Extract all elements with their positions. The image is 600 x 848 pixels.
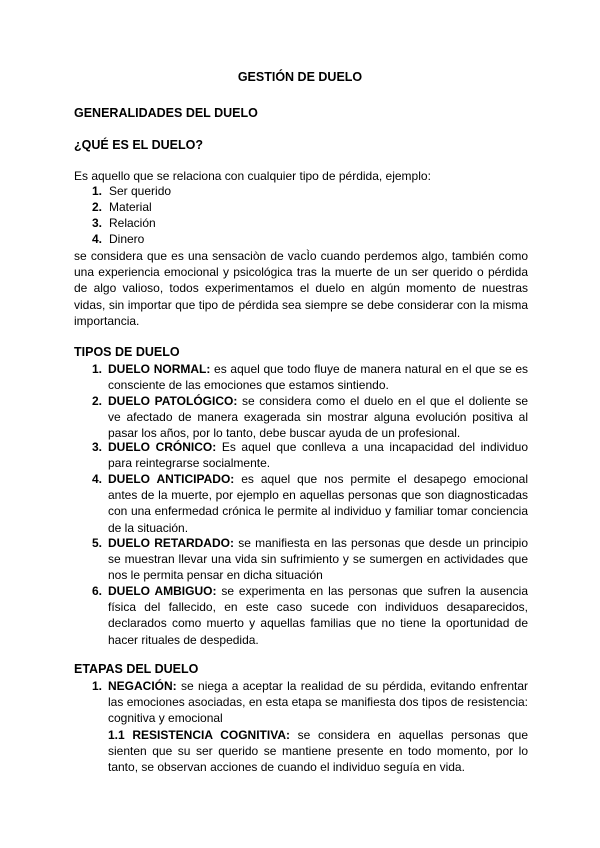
item-description: es aquel que nos permite el desapego emocional antes de la muerte, por ejemplo en aquellas personas que son diagnosticadas con una enfermedad crónica le permite al individuo y familiar tomar conciencia de la situación. xyxy=(108,472,528,535)
list-item-text: Dinero xyxy=(109,232,145,246)
item-number: 2. xyxy=(92,394,103,408)
item-number: 1. xyxy=(92,679,103,693)
document-title: GESTIÓN DE DUELO xyxy=(237,70,363,84)
item-term: DUELO RETARDADO: xyxy=(108,536,234,550)
duelo-type-item xyxy=(92,393,528,442)
item-number: 3. xyxy=(92,440,103,454)
item-term: DUELO PATOLÓGICO: xyxy=(108,394,238,408)
item-description: se niega a aceptar la realidad de su pérdida, evitando enfrentar las emociones asociadas, en esta etapa se manifiesta dos tipos de resistencia: cognitiva y emocional xyxy=(108,679,528,726)
item-description: se considera como el duelo en el que el doliente se ve afectado de manera exagerada sin mostrar alguna evolución positiva al pasar los años, por lo tanto, debe buscar ayuda de un profesional. xyxy=(108,394,529,441)
item-description: se manifiesta en las personas que desde un principio se muestran llevar una vida sin sufrimiento y se sumergen en actividades que nos le permita pensar en dicha situación xyxy=(108,536,528,583)
list-item-number: 1. xyxy=(92,184,103,198)
item-term: DUELO NORMAL: xyxy=(108,362,211,376)
duelo-type-item xyxy=(92,361,528,393)
section-heading-tipos: TIPOS DE DUELO xyxy=(74,345,180,359)
definition-paragraph: se considera que es una sensaciòn de vacÌo cuando perdemos algo, también como una experiencia emocional y psicológica tras la muerte de un ser querido o pérdida de algo valioso, todos experimentamos el duelo en algún momento de nuestras vidas, sin importar que tipo de pérdida sea siempre se debe considerar con la misma importancia. xyxy=(74,249,528,328)
list-item xyxy=(92,184,292,200)
list-item-number: 3. xyxy=(92,216,103,230)
list-item-text: Material xyxy=(109,200,152,214)
item-term: DUELO AMBIGUO: xyxy=(108,584,217,598)
duelo-type-item xyxy=(92,583,528,648)
item-description: se experimenta en las personas que sufren la ausencia física del fallecido, en este caso sucede con individuos desaparecidos, declarados como muerto y aquellas familias que no tiene la oportunidad de hacer rituales de despedida. xyxy=(108,584,529,647)
list-item xyxy=(92,200,292,216)
list-item-number: 4. xyxy=(92,232,103,246)
list-item-text: Ser querido xyxy=(109,184,172,198)
section-heading-generalidades: GENERALIDADES DEL DUELO xyxy=(74,106,258,120)
item-number: 5. xyxy=(92,536,103,550)
question-heading: ¿QUÉ ES EL DUELO? xyxy=(74,138,203,152)
item-number: 1. xyxy=(92,362,103,376)
substage-term: 1.1 RESISTENCIA COGNITIVA: xyxy=(108,728,290,742)
item-number: 4. xyxy=(92,472,103,486)
duelo-stage-item xyxy=(92,678,528,727)
duelo-type-item xyxy=(92,535,528,584)
duelo-type-item xyxy=(92,471,528,536)
substage-description: se considera en aquellas personas que sienten que su ser querido se mantiene presente en todo momento, por lo tanto, se observan acciones de cuando el individuo seguía en vida. xyxy=(108,728,528,775)
item-number: 6. xyxy=(92,584,103,598)
list-item xyxy=(92,232,292,248)
list-item-text: Relación xyxy=(109,216,156,230)
list-item-number: 2. xyxy=(92,200,103,214)
item-term: NEGACIÓN: xyxy=(108,679,177,693)
list-item xyxy=(92,216,292,232)
intro-paragraph: Es aquello que se relaciona con cualquier tipo de pérdida, ejemplo: xyxy=(74,169,431,183)
item-description: es aquel que todo fluye de manera natural en el que se es consciente de las emociones que estamos sintiendo. xyxy=(108,362,528,393)
duelo-type-item xyxy=(92,439,528,471)
substage-paragraph xyxy=(108,727,528,776)
item-description: Es aquel que conlleva a una incapacidad del individuo para reintegrarse socialmente. xyxy=(108,440,529,471)
item-term: DUELO CRÓNICO: xyxy=(108,440,217,454)
item-term: DUELO ANTICIPADO: xyxy=(108,472,235,486)
section-heading-etapas: ETAPAS DEL DUELO xyxy=(74,662,199,676)
